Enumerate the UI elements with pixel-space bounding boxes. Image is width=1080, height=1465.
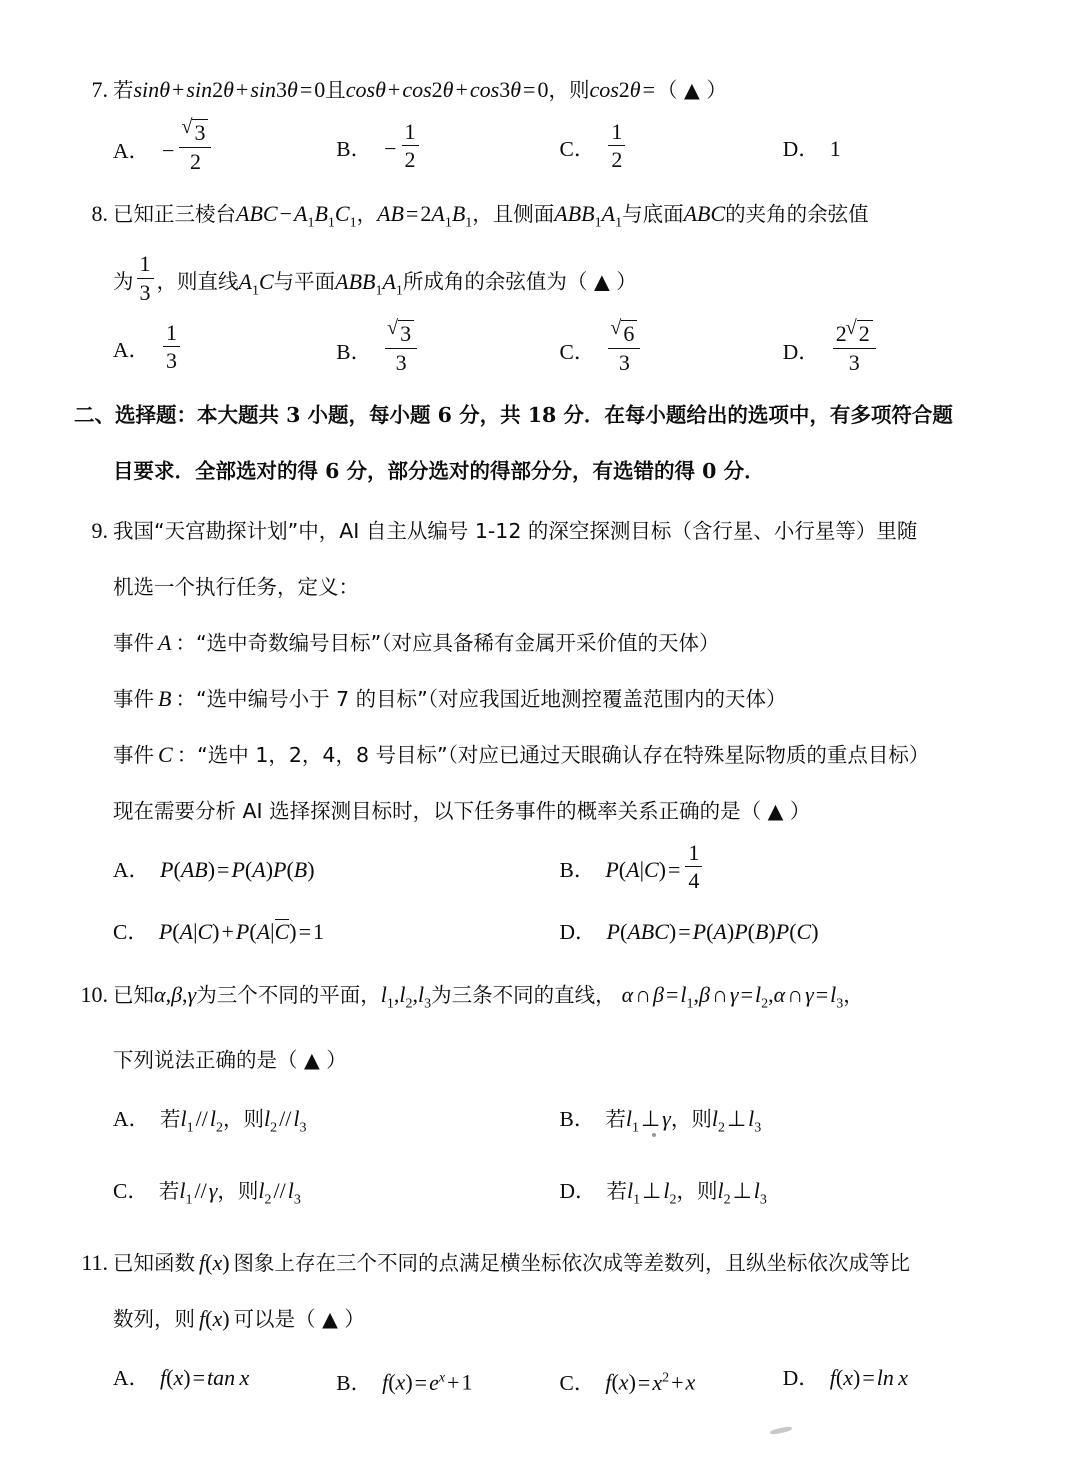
choice-label: A．	[113, 858, 151, 883]
choice-value: P(AB)=P(A)P(B)	[160, 857, 315, 883]
choice-label: B．	[336, 340, 373, 365]
choice-label: B．	[336, 137, 373, 161]
choice-prefix: 若	[158, 1178, 180, 1203]
choice-comma: ，	[217, 1178, 238, 1203]
choice-label: A．	[113, 338, 151, 363]
q8-text-2: 且侧面	[492, 202, 555, 226]
question-9-choice-B[interactable]	[560, 839, 1007, 901]
q8-expr-5: $A_1C$	[238, 268, 274, 299]
choice-label: B．	[559, 858, 596, 883]
q10-line-2: 下列说法正确的是（ ▲ ）	[113, 1048, 347, 1073]
choice-value: P(ABC)=P(A)P(B)P(C)	[606, 919, 819, 945]
question-10-choice-D[interactable]	[560, 1160, 1007, 1231]
q11-line-2a: 数列，则	[113, 1307, 195, 1332]
q9-line-2: 机选一个执行任务，定义：	[113, 575, 359, 600]
question-10-number: 10.	[80, 982, 108, 1008]
q9-eventC-var: C	[158, 742, 173, 768]
choice-label: B．	[336, 1370, 373, 1395]
q8-expr-6: $ABB_1A_1$	[335, 268, 403, 299]
q9-eventB-prefix: 事件	[113, 687, 154, 712]
q11-fx-2: f(x)	[199, 1306, 230, 1332]
question-9	[74, 503, 1006, 963]
choice-prefix: 若	[160, 1107, 181, 1132]
question-7-number: 7.	[91, 77, 108, 102]
question-11-choices	[74, 1347, 1006, 1413]
choice-value-fraction: $\frac{1}{2}$	[402, 119, 419, 173]
question-11	[74, 1235, 1006, 1413]
question-10-choices-row-2	[74, 1160, 1006, 1231]
choice-comma: ，	[676, 1178, 697, 1203]
choice-condition: $l_1\perp l_2$	[627, 1177, 677, 1208]
q8-expr-1: $ABC-A_1B_1C_1$	[236, 201, 357, 231]
section-2-line-1	[74, 387, 1006, 443]
question-10	[74, 967, 1006, 1231]
q8-text-1: 已知正三棱台	[113, 202, 236, 226]
question-9-choice-A[interactable]	[113, 839, 560, 901]
choice-value-fraction: √ $\frac{6}{3}$	[608, 319, 640, 375]
choice-conclusion: $l_2//l_3$	[258, 1177, 301, 1208]
choice-prefix: 若	[606, 1178, 628, 1203]
choice-value: $f(x)=x^2+x$	[605, 1369, 696, 1395]
q10-text-2: 为三个不同的平面，	[196, 983, 381, 1008]
question-8-choice-C[interactable]	[560, 319, 783, 383]
choice-condition: $l_1//\gamma$	[179, 1177, 218, 1208]
question-8	[74, 186, 1006, 383]
q8-text-7: 与平面	[273, 269, 336, 294]
question-10-stem-line-2	[74, 1032, 1006, 1088]
choice-label: D．	[559, 1178, 597, 1203]
section-2-title: 二、选择题	[74, 403, 177, 428]
question-7-choice-A[interactable]: A． − √ $\frac{3}{2}$	[113, 118, 336, 182]
choice-then: 则	[243, 1107, 265, 1132]
q9-eventA-text: ：“选中奇数编号目标”（对应具备稀有金属开采价值的天体）	[175, 631, 720, 656]
choice-conclusion: $l_2\perp l_3$	[717, 1177, 767, 1208]
choice-value: P(A|C)= $\frac{1}{4}$	[605, 839, 705, 901]
q8-text-8: 所成角的余弦值为	[402, 269, 567, 294]
q7-equation-1: sinθ+sin2θ+sin3θ=0	[133, 77, 326, 102]
q8-expr-3: $ABB_1A_1$	[554, 201, 623, 231]
choice-value: 1	[829, 136, 841, 161]
choice-value-fraction: $\frac{1}{2}$	[608, 119, 625, 173]
q11-text-1: 已知函数	[113, 1251, 195, 1276]
question-11-choice-D[interactable]	[783, 1347, 1006, 1413]
choice-condition: $l_1//l_2$	[180, 1106, 224, 1136]
question-8-choice-A[interactable]	[113, 319, 336, 383]
question-7-choice-B[interactable]: B． − $\frac{1}{2}$	[336, 118, 559, 182]
section-2-heading	[74, 387, 1006, 499]
choice-comma: ，	[223, 1107, 244, 1132]
q7-answer-bracket: （ ▲ ）	[657, 78, 727, 102]
question-11-choice-C[interactable]	[560, 1347, 783, 1413]
question-9-event-B	[74, 671, 1006, 727]
question-9-stem-line-1	[74, 503, 1006, 559]
choice-then: 则	[696, 1178, 718, 1203]
q9-eventC-text: ：“选中 1，2，4，8 号目标”（对应已通过天眼确认存在特殊星际物质的重点目标）	[176, 743, 930, 768]
choice-label: D．	[559, 920, 597, 945]
q8-text-3: 与底面	[622, 202, 684, 226]
q8-comma-1: ，	[356, 202, 378, 226]
choice-label: B．	[559, 1107, 596, 1132]
choice-label: C．	[559, 340, 596, 365]
section-2-desc-1: 本大题共 3 小题，每小题 6 分，共 18 分．在每小题给出的选项中，有多项符合题	[197, 403, 953, 428]
choice-comma: ，	[670, 1107, 692, 1132]
choice-label: C．	[559, 1370, 596, 1395]
choice-value: f(x)=tan x	[160, 1365, 250, 1391]
q7-text-then: 则	[568, 78, 590, 102]
q9-eventB-text: ：“选中编号小于 7 的目标”（对应我国近地测控覆盖范围内的天体）	[175, 687, 787, 712]
question-9-stem-line-3	[74, 783, 1006, 839]
choice-label: D．	[782, 340, 820, 365]
question-9-choices-row-2	[74, 901, 1006, 963]
choice-then: 则	[237, 1178, 259, 1203]
q8-text-4: 的夹角的余弦值	[725, 202, 869, 226]
q9-eventA-var: A	[158, 630, 172, 656]
q8-expr-2: $AB=2A_1B_1$	[377, 201, 473, 231]
q9-line-3: 现在需要分析 AI 选择探测目标时，以下任务事件的概率关系正确的是（ ▲ ）	[113, 799, 811, 824]
q11-line-2b: 可以是（ ▲ ）	[233, 1307, 365, 1332]
question-10-choices-row-1	[74, 1088, 1006, 1159]
choice-label: C．	[559, 137, 596, 161]
question-10-choice-A[interactable]	[113, 1088, 560, 1159]
section-2-desc-2: 目要求．全部选对的得 6 分，部分选对的得部分分，有选错的得 0 分．	[113, 459, 765, 484]
scan-speck-2	[770, 1426, 793, 1435]
choice-label: A．	[113, 1107, 151, 1132]
choice-value: $f(x)=e^x+1$	[382, 1369, 473, 1395]
q8-answer-bracket: （ ▲ ）	[566, 269, 637, 294]
question-8-choice-D[interactable]	[783, 319, 1006, 383]
q9-eventC-prefix: 事件	[113, 743, 154, 768]
question-10-choice-C[interactable]	[113, 1160, 560, 1231]
choice-prefix: 若	[605, 1107, 626, 1132]
question-8-choice-B[interactable]	[336, 319, 559, 383]
choice-label: A．	[113, 1366, 151, 1391]
q8-expr-4: ABC	[683, 201, 726, 226]
question-9-choice-D[interactable]	[560, 901, 1007, 963]
question-11-stem-line-2	[74, 1291, 1006, 1347]
choice-conclusion: $l_2\perp l_3$	[711, 1106, 762, 1136]
choice-value: f(x)=ln x	[829, 1365, 909, 1391]
q7-equation-2: cosθ+cos2θ+cos3θ=0	[345, 77, 549, 102]
q8-text-5: 为	[113, 269, 134, 294]
q10-comma: ，	[843, 983, 864, 1008]
choice-value-fraction: √ $\frac{3}{2}$	[179, 118, 211, 174]
question-11-choice-A[interactable]	[113, 1347, 336, 1413]
question-9-event-C	[74, 727, 1006, 783]
question-8-choices	[74, 319, 1006, 383]
question-9-stem-line-2	[74, 559, 1006, 615]
q9-line-1: 我国“天宫勘探计划”中，AI 自主从编号 1-12 的深空探测目标（含行星、小行星等）里随	[113, 519, 918, 544]
choice-value-fraction: √ $\frac{3}{3}$	[385, 319, 417, 375]
choice-label: C．	[113, 920, 149, 945]
question-7	[74, 62, 1006, 182]
question-8-number: 8.	[91, 201, 108, 226]
q8-fraction: $\frac{1}{3}$	[137, 251, 154, 305]
q9-eventB-var: B	[158, 686, 172, 712]
question-11-choice-B[interactable]	[336, 1347, 559, 1413]
question-11-number: 11.	[81, 1250, 108, 1276]
q8-comma-2: ，	[472, 202, 493, 226]
choice-value-fraction: $\frac{1}{3}$	[163, 320, 180, 374]
choice-then: 则	[691, 1107, 712, 1132]
choice-label: A．	[113, 139, 151, 163]
q9-eventA-prefix: 事件	[113, 631, 154, 656]
question-9-choices-row-1	[74, 839, 1006, 901]
choice-value: P(A|C)+P(A|C)=1	[158, 919, 324, 945]
question-9-choice-C[interactable]	[113, 901, 560, 963]
q11-fx-1: f(x)	[199, 1250, 230, 1276]
q10-text-3: 为三条不同的直线，	[431, 983, 616, 1008]
q11-text-2: 图象上存在三个不同的点满足横坐标依次成等差数列，且纵坐标依次成等比	[233, 1251, 911, 1276]
question-9-number: 9.	[91, 518, 108, 544]
section-2-line-2	[74, 443, 1006, 499]
choice-condition: $l_1\perp\gamma$	[625, 1106, 671, 1136]
question-7-choices	[74, 118, 1006, 182]
question-7-choice-C[interactable]	[560, 118, 783, 182]
choice-value-fraction: $\frac{2 √ 2}{3}$	[833, 319, 876, 375]
choice-label: D．	[782, 137, 820, 161]
question-10-choice-B[interactable]	[560, 1088, 1007, 1159]
choice-label: C．	[113, 1178, 149, 1203]
q7-equation-3: cos2θ=	[589, 77, 656, 102]
question-10-stem-line-1	[74, 967, 1006, 1032]
question-7-stem	[74, 62, 1006, 118]
question-11-stem-line-1	[74, 1235, 1006, 1291]
question-8-stem-line-1	[74, 186, 1006, 251]
question-9-event-A	[74, 615, 1006, 671]
q8-comma-3: ，	[156, 269, 177, 294]
q7-comma: ，	[548, 78, 569, 102]
q10-expr: $\alpha\cap\beta=l_1,\beta\cap\gamma=l_2,\alpha\cap\gamma=l_3$	[621, 982, 844, 1012]
q10-text-1: 已知	[113, 983, 154, 1008]
q7-text-and: 且	[325, 78, 346, 102]
question-7-choice-D[interactable]	[783, 118, 1006, 182]
q7-text-if: 若	[113, 78, 134, 102]
q10-vars-lines: $l_1,l_2,l_3$	[380, 982, 432, 1012]
section-2-colon: ：	[176, 403, 197, 428]
choice-conclusion: $l_2//l_3$	[264, 1106, 307, 1136]
scan-speck-1	[652, 1133, 656, 1137]
question-8-stem-line-2	[74, 251, 1006, 319]
q10-vars-planes: α,β,γ	[154, 982, 197, 1008]
choice-label: D．	[782, 1366, 820, 1391]
q8-text-6: 则直线	[177, 269, 239, 294]
